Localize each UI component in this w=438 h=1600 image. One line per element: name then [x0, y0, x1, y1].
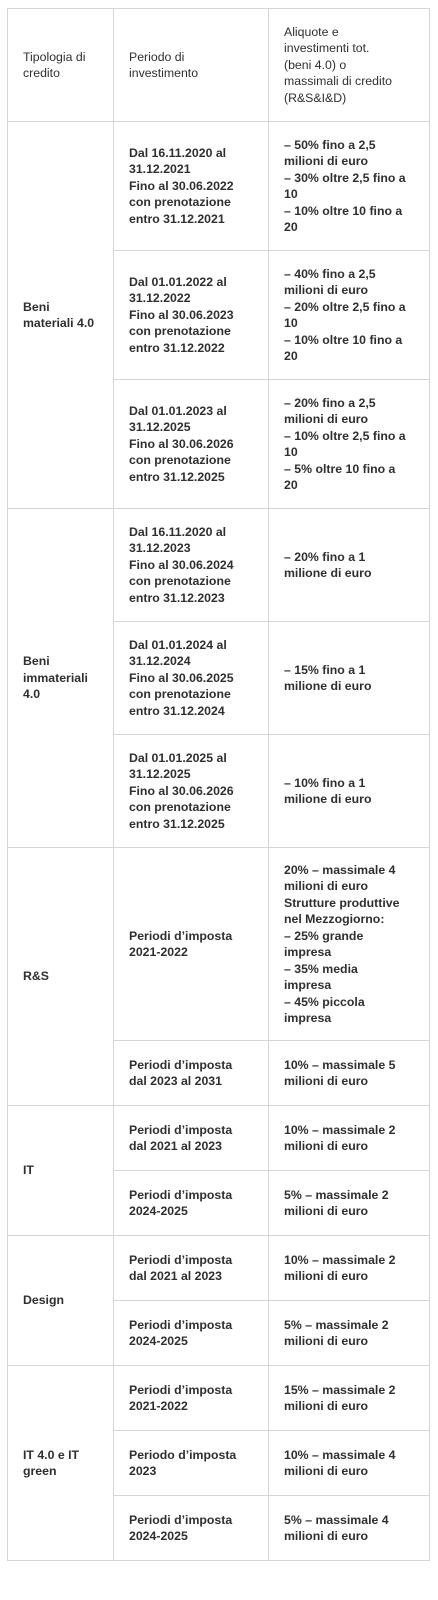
table-row — [8, 1366, 430, 1431]
rate-cell — [269, 1041, 430, 1106]
table-row — [8, 1106, 430, 1171]
cell-text-line: 31.12.2025 — [129, 767, 191, 782]
cell-text-line: IT — [23, 1163, 34, 1178]
tax-credit-table-container — [7, 8, 429, 1561]
cell-text-line: (R&S&I&D) — [284, 90, 347, 105]
cell-text-line: Dal 01.01.2023 al — [129, 403, 227, 418]
cell-text-line: massimali di credito — [284, 74, 392, 89]
cell-text-line: milioni di euro — [284, 1464, 369, 1478]
cell-text-line: dal 2023 al 2031 — [129, 1074, 222, 1088]
cell-text-line: Periodi d’imposta — [129, 1512, 233, 1527]
cell-text-line: – 25% grande — [284, 928, 364, 943]
cell-text-line: Dal 16.11.2020 al — [129, 145, 227, 160]
cell-text-line: – 30% oltre 2,5 fino a — [284, 170, 406, 185]
cell-text-line: – 10% oltre 2,5 fino a — [284, 428, 406, 443]
category-cell — [8, 1366, 114, 1561]
rate-cell — [269, 848, 430, 1041]
cell-text-line: 2024-2025 — [129, 1204, 188, 1218]
cell-text-line: Periodi d’imposta — [129, 1057, 233, 1072]
rate-cell — [269, 251, 430, 380]
cell-text-line: Strutture produttive — [284, 895, 400, 910]
cell-text-line: 4.0 — [23, 687, 41, 702]
cell-text-line: – 45% piccola — [284, 994, 365, 1009]
table-row — [8, 848, 430, 1041]
cell-text-line: – 5% oltre 10 fino a — [284, 461, 396, 476]
cell-text-line: investimento — [129, 66, 199, 80]
category-cell — [8, 1236, 114, 1366]
period-cell — [114, 622, 269, 735]
cell-text-line: 31.12.2024 — [129, 654, 191, 669]
cell-text-line: Design — [23, 1293, 64, 1308]
period-cell — [114, 1431, 269, 1496]
cell-text-line: Fino al 30.06.2026 — [129, 783, 234, 798]
cell-text-line: milioni di euro — [284, 1269, 369, 1283]
cell-text-line: – 40% fino a 2,5 — [284, 266, 376, 281]
cell-text-line: investimenti tot. — [284, 41, 370, 56]
cell-text-line: 31.12.2022 — [129, 291, 191, 306]
cell-text-line: entro 31.12.2023 — [129, 590, 225, 605]
rate-cell — [269, 1496, 430, 1561]
rate-cell — [269, 1431, 430, 1496]
cell-text-line: Periodi d’imposta — [129, 1252, 233, 1267]
cell-text-line: milione di euro — [284, 679, 372, 693]
period-cell — [114, 1496, 269, 1561]
cell-text-line: Beni — [23, 299, 50, 314]
cell-text-line: (beni 4.0) o — [284, 57, 347, 72]
cell-text-line: Periodi d’imposta — [129, 1187, 233, 1202]
period-cell — [114, 122, 269, 251]
rate-cell — [269, 1366, 430, 1431]
header-credit-type — [8, 9, 114, 122]
cell-text-line: 5% – massimale 4 — [284, 1512, 389, 1527]
cell-text-line: con prenotazione — [129, 195, 231, 210]
cell-text-line: – 20% oltre 2,5 fino a — [284, 299, 406, 314]
cell-text-line: milioni di euro — [284, 1074, 369, 1088]
cell-text-line: 31.12.2023 — [129, 541, 191, 556]
period-cell — [114, 1041, 269, 1106]
cell-text-line: 2023 — [129, 1464, 157, 1478]
cell-text-line: milioni di euro — [284, 1399, 369, 1413]
header-investment-period — [114, 9, 269, 122]
cell-text-line: 15% – massimale 2 — [284, 1382, 396, 1397]
category-cell — [8, 1106, 114, 1236]
period-cell — [114, 1171, 269, 1236]
cell-text-line: Periodo di — [129, 49, 185, 64]
cell-text-line: 31.12.2025 — [129, 420, 191, 435]
cell-text-line: Periodi d’imposta — [129, 1382, 233, 1397]
table-row — [8, 1236, 430, 1301]
table-header-row — [8, 9, 430, 122]
period-cell — [114, 1106, 269, 1171]
cell-text-line: entro 31.12.2025 — [129, 816, 225, 831]
cell-text-line: impresa — [284, 1011, 332, 1025]
cell-text-line: immateriali — [23, 670, 88, 685]
cell-text-line: Beni — [23, 654, 50, 669]
period-cell — [114, 1301, 269, 1366]
cell-text-line: 10% – massimale 2 — [284, 1252, 396, 1267]
cell-text-line: 20 — [284, 349, 298, 363]
cell-text-line: dal 2021 al 2023 — [129, 1269, 222, 1283]
cell-text-line: 2024-2025 — [129, 1334, 188, 1348]
cell-text-line: – 20% fino a 1 — [284, 549, 366, 564]
table-row — [8, 122, 430, 251]
cell-text-line: Dal 01.01.2022 al — [129, 274, 227, 289]
cell-text-line: – 10% oltre 10 fino a — [284, 332, 403, 347]
cell-text-line: – 10% fino a 1 — [284, 775, 366, 790]
cell-text-line: con prenotazione — [129, 687, 231, 702]
category-cell — [8, 848, 114, 1106]
cell-text-line: entro 31.12.2022 — [129, 340, 225, 355]
cell-text-line: 5% – massimale 2 — [284, 1187, 389, 1202]
cell-text-line: dal 2021 al 2023 — [129, 1139, 222, 1153]
cell-text-line: 5% – massimale 2 — [284, 1317, 389, 1332]
cell-text-line: – 20% fino a 2,5 — [284, 395, 376, 410]
cell-text-line: 20 — [284, 220, 298, 234]
table-row — [8, 509, 430, 622]
cell-text-line: Dal 01.01.2025 al — [129, 750, 227, 765]
cell-text-line: milione di euro — [284, 792, 372, 806]
cell-text-line: milioni di euro — [284, 1204, 369, 1218]
rate-cell — [269, 509, 430, 622]
cell-text-line: Fino al 30.06.2026 — [129, 436, 234, 451]
period-cell — [114, 1366, 269, 1431]
cell-text-line: Fino al 30.06.2024 — [129, 557, 234, 572]
cell-text-line: 10 — [284, 316, 298, 330]
cell-text-line: 2021-2022 — [129, 1399, 188, 1413]
cell-text-line: 10% – massimale 4 — [284, 1447, 396, 1462]
cell-text-line: Fino al 30.06.2022 — [129, 178, 234, 193]
cell-text-line: 20 — [284, 478, 298, 492]
rate-cell — [269, 1106, 430, 1171]
period-cell — [114, 251, 269, 380]
rate-cell — [269, 122, 430, 251]
period-cell — [114, 380, 269, 509]
cell-text-line: – 35% media — [284, 961, 358, 976]
rate-cell — [269, 1236, 430, 1301]
cell-text-line: Periodo d’imposta — [129, 1447, 237, 1462]
cell-text-line: Dal 16.11.2020 al — [129, 524, 227, 539]
cell-text-line: impresa — [284, 978, 332, 992]
cell-text-line: 2021-2022 — [129, 945, 188, 959]
cell-text-line: credito — [23, 66, 60, 80]
cell-text-line: – 15% fino a 1 — [284, 662, 366, 677]
cell-text-line: milioni di euro — [284, 1334, 369, 1348]
cell-text-line: con prenotazione — [129, 324, 231, 339]
cell-text-line: Aliquote e — [284, 24, 339, 39]
period-cell — [114, 1236, 269, 1301]
cell-text-line: 2024-2025 — [129, 1529, 188, 1543]
header-rates-limits — [269, 9, 430, 122]
cell-text-line: 20% – massimale 4 — [284, 862, 396, 877]
cell-text-line: entro 31.12.2024 — [129, 703, 225, 718]
cell-text-line: Dal 01.01.2024 al — [129, 637, 227, 652]
cell-text-line: Tipologia di — [23, 49, 86, 64]
cell-text-line: milioni di euro — [284, 412, 369, 426]
cell-text-line: R&S — [23, 969, 49, 984]
cell-text-line: Periodi d’imposta — [129, 1122, 233, 1137]
category-cell — [8, 122, 114, 509]
cell-text-line: 10% – massimale 5 — [284, 1057, 396, 1072]
period-cell — [114, 848, 269, 1041]
table-body — [8, 122, 430, 1561]
cell-text-line: – 10% oltre 10 fino a — [284, 203, 403, 218]
cell-text-line: Fino al 30.06.2023 — [129, 307, 234, 322]
period-cell — [114, 509, 269, 622]
rate-cell — [269, 1301, 430, 1366]
cell-text-line: milioni di euro — [284, 283, 369, 297]
cell-text-line: impresa — [284, 945, 332, 959]
rate-cell — [269, 380, 430, 509]
category-cell — [8, 509, 114, 848]
cell-text-line: milioni di euro — [284, 879, 369, 893]
cell-text-line: con prenotazione — [129, 800, 231, 815]
cell-text-line: 10 — [284, 187, 298, 201]
cell-text-line: milione di euro — [284, 566, 372, 580]
cell-text-line: Fino al 30.06.2025 — [129, 670, 234, 685]
cell-text-line: 10% – massimale 2 — [284, 1122, 396, 1137]
period-cell — [114, 735, 269, 848]
cell-text-line: – 50% fino a 2,5 — [284, 137, 376, 152]
cell-text-line: milioni di euro — [284, 1139, 369, 1153]
rate-cell — [269, 1171, 430, 1236]
cell-text-line: entro 31.12.2025 — [129, 469, 225, 484]
cell-text-line: milioni di euro — [284, 1529, 369, 1543]
rate-cell — [269, 622, 430, 735]
cell-text-line: materiali 4.0 — [23, 316, 95, 330]
cell-text-line: 10 — [284, 445, 298, 459]
cell-text-line: con prenotazione — [129, 453, 231, 468]
cell-text-line: Periodi d’imposta — [129, 928, 233, 943]
rate-cell — [269, 735, 430, 848]
cell-text-line: green — [23, 1464, 57, 1478]
cell-text-line: IT 4.0 e IT — [23, 1447, 80, 1462]
cell-text-line: nel Mezzogiorno: — [284, 912, 385, 926]
cell-text-line: entro 31.12.2021 — [129, 211, 225, 226]
cell-text-line: milioni di euro — [284, 154, 369, 168]
tax-credit-table — [7, 8, 430, 1561]
cell-text-line: con prenotazione — [129, 574, 231, 589]
cell-text-line: Periodi d’imposta — [129, 1317, 233, 1332]
cell-text-line: 31.12.2021 — [129, 162, 191, 177]
